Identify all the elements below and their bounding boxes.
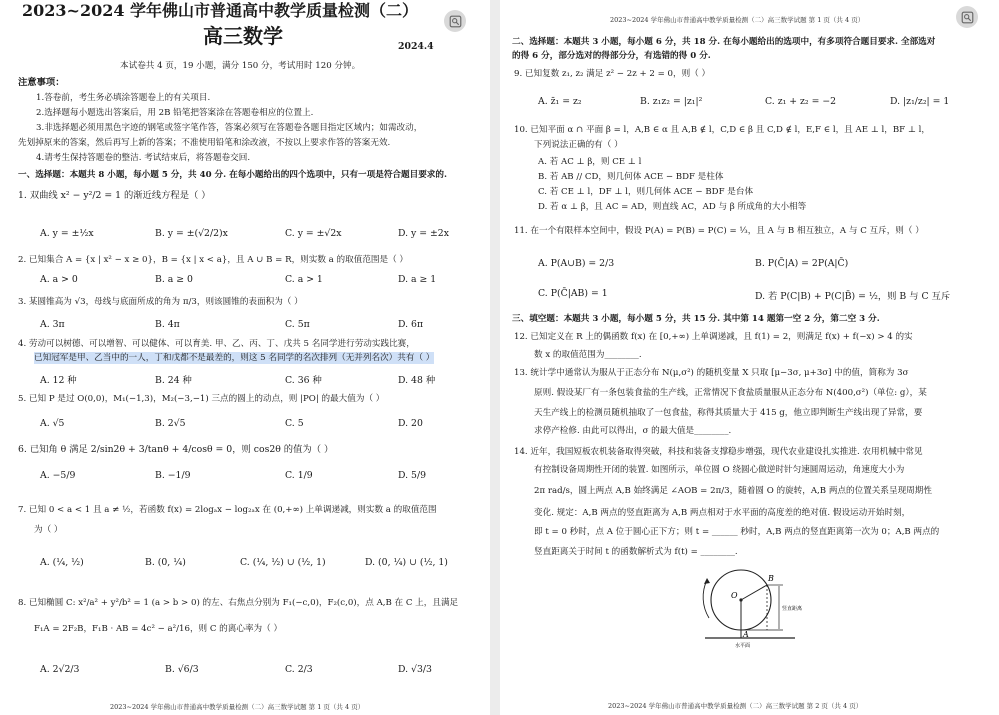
question-4-line-1: 4. 劳动可以树德、可以增智、可以健体、可以育美. 甲、乙、丙、丁、戊共 5 名同学进行劳动实践比赛，: [18, 339, 415, 349]
q2-option-c: C. a > 1: [285, 274, 323, 285]
question-14-line-4: 变化. 规定：A,B 两点的竖直距离为 A,B 两点相对于水平面的高度差的绝对值. 假设运动开始时刻，: [534, 508, 911, 518]
image-search-icon[interactable]: [444, 10, 466, 32]
question-10-line-1: 10. 已知平面 α ∩ 平面 β = l，A,B ∈ α 且 A,B ∉ l，C,D ∈ β 且 C,D ∉ l，E,F ∈ l，且 AE ⊥ l，BF ⊥ l，: [514, 125, 931, 135]
q9-option-a: A. z̄₁ = z₂: [538, 96, 582, 107]
q2-option-a: A. a > 0: [40, 274, 78, 285]
q5-option-d: D. 20: [398, 418, 423, 429]
question-13-line-1: 13. 统计学中通常认为服从于正态分布 N(μ,σ²) 的随机变量 X 只取 [μ−3σ, μ+3σ] 中的值，简称为 3σ: [514, 368, 909, 378]
q1-option-b: B. y = ±(√2/2)x: [155, 228, 228, 239]
question-10-line-2: 下列说法正确的有（ ）: [534, 140, 623, 150]
exam-intro: 本试卷共 4 页，19 小题，满分 150 分，考试用时 120 分钟。: [120, 61, 361, 71]
q10-option-b: B. 若 AB // CD，则几何体 ACE − BDF 是柱体: [538, 172, 724, 182]
question-14-line-1: 14. 近年，我国短板农机装备取得突破，科技和装备支撑稳步增强，现代农业建设扎实推进. 农用机械中常见: [514, 447, 923, 457]
q1-option-c: C. y = ±√2x: [285, 228, 342, 239]
figure-label-vertical-distance: 竖直距离: [782, 606, 803, 612]
q9-option-c: C. z₁ + z₂ = −2: [765, 96, 837, 107]
question-7-line-1: 7. 已知 0 < a < 1 且 a ≠ ½，若函数 f(x) = 2logₐx − log₂ₐx 在 (0,+∞) 上单调递减，则实数 a 的取值范围: [18, 505, 437, 515]
image-search-icon[interactable]: [956, 6, 978, 28]
q4-option-b: B. 24 种: [155, 375, 192, 386]
question-6: 6. 已知角 θ 满足 2/sin2θ + 3/tanθ + 4/cosθ = 0，则 cos2θ 的值为（ ）: [18, 444, 334, 455]
section-1-header: 一、选择题：本题共 8 小题，每小题 5 分，共 40 分. 在每小题给出的四个选项中，只有一项是符合题目要求的.: [18, 170, 447, 180]
question-8-line-2: F₁A = 2F₂B，F₁B · AB = 4c² − a²/16，则 C 的离心率为（ ）: [34, 624, 283, 634]
q5-option-a: A. √5: [40, 418, 65, 429]
q8-option-d: D. √3/3: [398, 664, 432, 675]
question-12-line-1: 12. 已知定义在 R 上的偶函数 f(x) 在 [0,+∞) 上单调递减，且 f(1) = 2，则满足 f(x) + f(−x) > 4 的实: [514, 332, 913, 342]
q5-option-c: C. 5: [285, 418, 304, 429]
exam-page-1: [0, 0, 490, 715]
q3-option-c: C. 5π: [285, 319, 310, 330]
q1-option-a: A. y = ±½x: [40, 228, 94, 239]
q3-option-d: D. 6π: [398, 319, 424, 330]
section-3-header: 三、填空题：本题共 3 小题，每小题 5 分，共 15 分. 其中第 14 题第一空 2 分，第二空 3 分.: [512, 314, 880, 324]
q11-option-c: C. P(C̄|AB) = 1: [538, 288, 608, 299]
question-5: 5. 已知 P 是过 O(0,0)，M₁(−1,3)，M₂(−3,−1) 三点的圆上的动点，则 |PO| 的最大值为（ ）: [18, 394, 385, 404]
notice-item: 4.请考生保持答题卷的整洁. 考试结束后，将答题卷交回.: [36, 153, 251, 163]
question-4-line-2-selected[interactable]: 已知冠军是甲、乙当中的一人，丁和戊都不是最差的，则这 5 名同学的名次排列（无并列名次）共有（ ）: [34, 353, 435, 363]
q6-option-b: B. −1/9: [155, 470, 191, 481]
q6-option-a: A. −5/9: [40, 470, 76, 481]
notice-item: 2.选择题每小题选出答案后，用 2B 铅笔把答案涂在答题卷相应的位置上.: [36, 108, 314, 118]
question-13-line-3: 天生产线上的检测员随机抽取了一包食盐，称得其质量大于 415 g，他立即判断生产线出现了异常，要: [534, 408, 923, 418]
exam-page-2: [500, 0, 999, 715]
q6-option-d: D. 5/9: [398, 470, 426, 481]
q1-option-d: D. y = ±2x: [398, 228, 449, 239]
q7-option-a: A. (¼, ½): [40, 557, 84, 568]
q4-option-d: D. 48 种: [398, 375, 436, 386]
page-gutter: [490, 0, 500, 715]
question-3: 3. 某圆锥高为 √3，母线与底面所成的角为 π/3，则该圆锥的表面积为（ ）: [18, 297, 303, 307]
notice-item: 3.非选择题必须用黑色字迹的钢笔或签字笔作答，答案必须写在答题卷各题目指定区域内；如需改动，: [36, 123, 423, 133]
question-11: 11. 在一个有限样本空间中，假设 P(A) = P(B) = P(C) = ⅓，且 A 与 B 相互独立，A 与 C 互斥，则（ ）: [514, 226, 924, 236]
q3-option-b: B. 4π: [155, 319, 180, 330]
q7-option-d: D. (0, ¼) ∪ (½, 1): [365, 557, 448, 568]
q11-option-b: B. P(C̄|A) = 2P(A|C̄): [755, 258, 849, 269]
q3-option-a: A. 3π: [40, 319, 65, 330]
rotating-circle-figure: [695, 562, 815, 650]
q2-option-b: B. a ≥ 0: [155, 274, 193, 285]
q8-option-a: A. 2√2/3: [40, 664, 80, 675]
question-13-line-2: 原则. 假设某厂有一条包装食盐的生产线，正常情况下食盐质量服从正态分布 N(400,σ²)（单位: g），某: [534, 388, 927, 398]
q7-option-b: B. (0, ¼): [145, 557, 186, 568]
q11-option-a: A. P(A∪B) = 2/3: [538, 258, 615, 269]
exam-date: 2024.4: [398, 41, 434, 52]
question-2: 2. 已知集合 A = {x | x² − x ≥ 0}，B = {x | x < a}，且 A ∪ B = R，则实数 a 的取值范围是（ ）: [18, 255, 409, 265]
page-1-footer: 2023~2024 学年佛山市普通高中教学质量检测（二）高三数学试题 第 1 页（共 4 页）: [110, 703, 365, 711]
q4-option-a: A. 12 种: [40, 375, 77, 386]
q8-option-b: B. √6/3: [165, 664, 199, 675]
page-2-footer: 2023~2024 学年佛山市普通高中教学质量检测（二）高三数学试题 第 2 页（共 4 页）: [608, 702, 863, 710]
question-7-line-2: 为（ ）: [34, 525, 63, 535]
q9-option-d: D. |z₁/z₂| = 1: [890, 96, 950, 107]
notice-item: 先划掉原来的答案，然后再写上新的答案；不准使用铅笔和涂改液，不按以上要求作答的答案无效.: [18, 138, 391, 148]
q5-option-b: B. 2√5: [155, 418, 186, 429]
q6-option-c: C. 1/9: [285, 470, 313, 481]
section-2-header-cont: 的得 6 分，部分选对的得部分分，有选错的得 0 分.: [512, 51, 711, 61]
q11-option-d: D. 若 P(C|B) + P(C|B̄) = ½，则 B 与 C 互斥: [755, 291, 951, 302]
q9-option-b: B. z₁z₂ = |z₁|²: [640, 96, 703, 107]
q10-option-a: A. 若 AC ⊥ β，则 CE ⊥ l: [538, 157, 642, 167]
figure-label-b: B: [768, 574, 774, 583]
question-1: 1. 双曲线 x² − y²/2 = 1 的渐近线方程是（ ）: [18, 190, 211, 201]
notice-title: 注意事项：: [18, 77, 65, 88]
q7-option-c: C. (¼, ½) ∪ (½, 1): [240, 557, 326, 568]
question-9: 9. 已知复数 z₁, z₂ 满足 z² − 2z + 2 = 0，则（ ）: [514, 69, 711, 79]
question-14-line-3: 2π rad/s，圆上两点 A,B 始终满足 ∠AOB = 2π/3，随着圆 O 的旋转，A,B 两点的位置关系呈现周期性: [534, 486, 932, 496]
question-14-line-2: 有控制设备周期性开闭的装置. 如图所示，单位圆 O 绕圆心做逆时针匀速圆周运动，角速度大小为: [534, 465, 905, 475]
figure-label-ground: 水平面: [735, 643, 751, 649]
q4-option-c: C. 36 种: [285, 375, 322, 386]
q8-option-c: C. 2/3: [285, 664, 313, 675]
q2-option-d: D. a ≥ 1: [398, 274, 437, 285]
figure-label-a: A: [743, 630, 749, 639]
figure-label-o: O: [731, 591, 738, 600]
question-13-line-4: 求停产检修. 由此可以得出，σ 的最大值是________.: [534, 426, 732, 436]
question-12-line-2: 数 x 的取值范围为________.: [534, 350, 642, 360]
page-2-header: 2023~2024 学年佛山市普通高中教学质量检测（二）高三数学试题 第 1 页（共 4 页）: [610, 16, 865, 24]
question-14-line-6: 竖直距离关于时间 t 的函数解析式为 f(t) = ________.: [534, 547, 738, 557]
question-14-line-5: 即 t = 0 秒时，点 A 位于圆心正下方；则 t = ______ 秒时，A,B 两点的竖直距离第一次为 0；A,B 两点的: [534, 527, 940, 537]
section-2-header: 二、选择题：本题共 3 小题，每小题 6 分，共 18 分. 在每小题给出的选项中，有多项符合题目要求. 全部选对: [512, 37, 936, 47]
notice-item: 1.答卷前，考生务必填涂答题卷上的有关项目.: [36, 93, 211, 103]
question-8-line-1: 8. 已知椭圆 C: x²/a² + y²/b² = 1 (a > b > 0) 的左、右焦点分别为 F₁(−c,0)，F₂(c,0)，点 A,B 在 C 上，且满足: [18, 598, 459, 608]
q10-option-c: C. 若 CE ⊥ l，DF ⊥ l，则几何体 ACE − BDF 是台体: [538, 187, 754, 197]
q10-option-d: D. 若 α ⊥ β，且 AC = AD，则直线 AC，AD 与 β 所成角的大小相等: [538, 202, 807, 212]
exam-title: 2023~2024 学年佛山市普通高中教学质量检测（二）: [22, 1, 419, 20]
exam-subject: 高三数学: [203, 24, 283, 48]
